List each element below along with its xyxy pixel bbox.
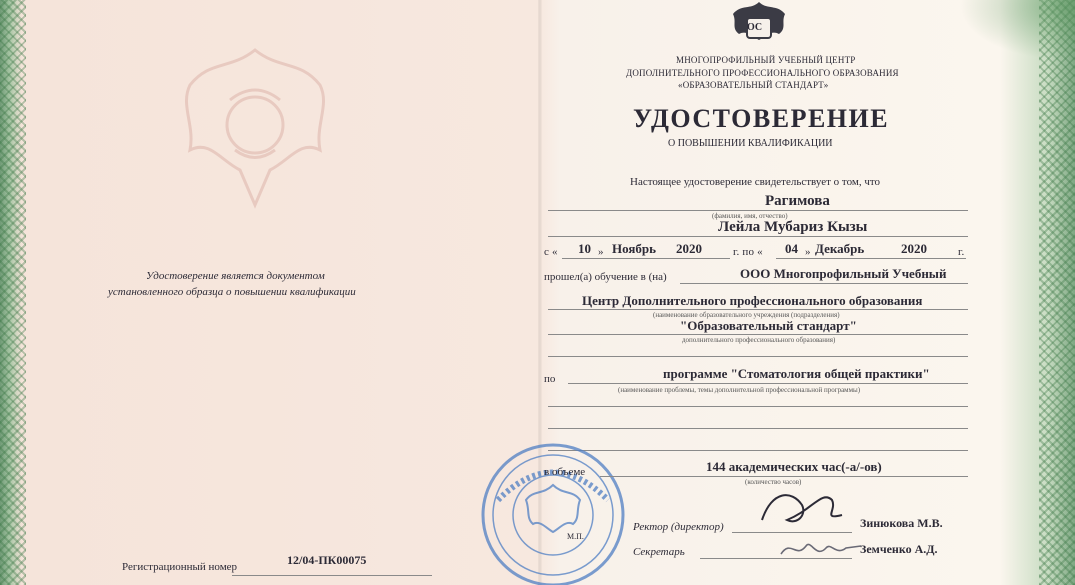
blank-line-1 [548, 356, 968, 357]
training-line-1 [680, 283, 968, 284]
name-line-2 [548, 236, 968, 237]
volume-value: 144 академических час(-а/-ов) [706, 459, 882, 474]
date-to-day: 04 [785, 241, 798, 256]
left-note-line-1: Удостоверение является документом [146, 270, 325, 282]
blank-line-2 [548, 406, 968, 407]
program-line [568, 383, 968, 384]
reg-number: 12/04-ПК00075 [287, 553, 367, 567]
date-to-prefix: г. по « [733, 246, 763, 258]
secretary-name: Земченко А.Д. [860, 542, 938, 556]
left-note-line-2: установленного образца о повышении квалификации [108, 286, 356, 298]
rector-name: Зинюкова М.В. [860, 516, 943, 530]
rector-label: Ректор (директор) [633, 521, 724, 533]
corner-ornament [960, 0, 1075, 60]
program-label: по [544, 373, 556, 385]
date-from-sep: » [598, 246, 604, 258]
training-org-line-1: ООО Многопрофильный Учебный [740, 266, 947, 281]
certificate-subtitle: О ПОВЫШЕНИИ КВАЛИФИКАЦИИ [668, 138, 833, 149]
date-from-year: 2020 [676, 241, 702, 256]
volume-label: в объеме [544, 466, 586, 478]
date-from-month: Ноябрь [612, 241, 657, 256]
org-line-3: «ОБРАЗОВАТЕЛЬНЫЙ СТАНДАРТ» [678, 80, 829, 90]
training-line-3 [548, 334, 968, 335]
training-org-line-3: "Образовательный стандарт" [680, 318, 857, 333]
org-line-1: МНОГОПРОФИЛЬНЫЙ УЧЕБНЫЙ ЦЕНТР [676, 55, 856, 65]
date-suffix: г. [958, 246, 965, 258]
volume-caption: (количество часов) [745, 478, 802, 486]
volume-line [600, 476, 968, 477]
eagle-watermark-icon [150, 30, 360, 220]
date-from-day: 10 [578, 241, 591, 256]
date-to-month: Декабрь [815, 241, 865, 256]
given-names: Лейла Мубариз Кызы [718, 219, 868, 235]
date-from-line [562, 258, 730, 259]
name-line-1 [548, 210, 968, 211]
date-from-prefix: с « [544, 246, 558, 258]
name-caption: (фамилия, имя, отчество) [712, 212, 788, 220]
date-to-line [776, 258, 966, 259]
org-line-2: ДОПОЛНИТЕЛЬНОГО ПРОФЕССИОНАЛЬНОГО ОБРАЗОВАНИЯ [626, 68, 899, 78]
surname: Рагимова [765, 193, 830, 209]
training-caption-1: (наименование образовательного учреждения (подразделения) [653, 311, 840, 319]
reg-label: Регистрационный номер [122, 561, 238, 573]
date-to-sep: » [805, 246, 811, 258]
secretary-signature-icon [776, 534, 866, 564]
program-value: программе "Стоматология общей практики" [663, 366, 930, 381]
round-stamp-icon [478, 440, 628, 585]
program-caption: (наименование проблемы, темы дополнительной профессиональной программы) [618, 386, 861, 394]
intro-text: Настоящее удостоверение свидетельствует о том, что [630, 176, 881, 188]
training-label: прошел(а) обучение в (на) [544, 271, 667, 283]
certificate-title: УДОСТОВЕРЕНИЕ [633, 104, 890, 133]
emblem-text: ОС [747, 22, 763, 33]
stamp-place: М.П. [567, 532, 584, 541]
reg-underline [232, 575, 432, 576]
right-guilloche-border [1039, 0, 1075, 585]
training-line-2 [548, 309, 968, 310]
rector-signature-icon [752, 480, 852, 540]
training-caption-2: дополнительного профессионального образования) [682, 336, 836, 344]
blank-line-3 [548, 428, 968, 429]
date-to-year: 2020 [901, 241, 927, 256]
secretary-label: Секретарь [633, 546, 685, 558]
training-org-line-2: Центр Дополнительного профессионального образования [582, 293, 923, 308]
left-guilloche-border [0, 0, 26, 585]
